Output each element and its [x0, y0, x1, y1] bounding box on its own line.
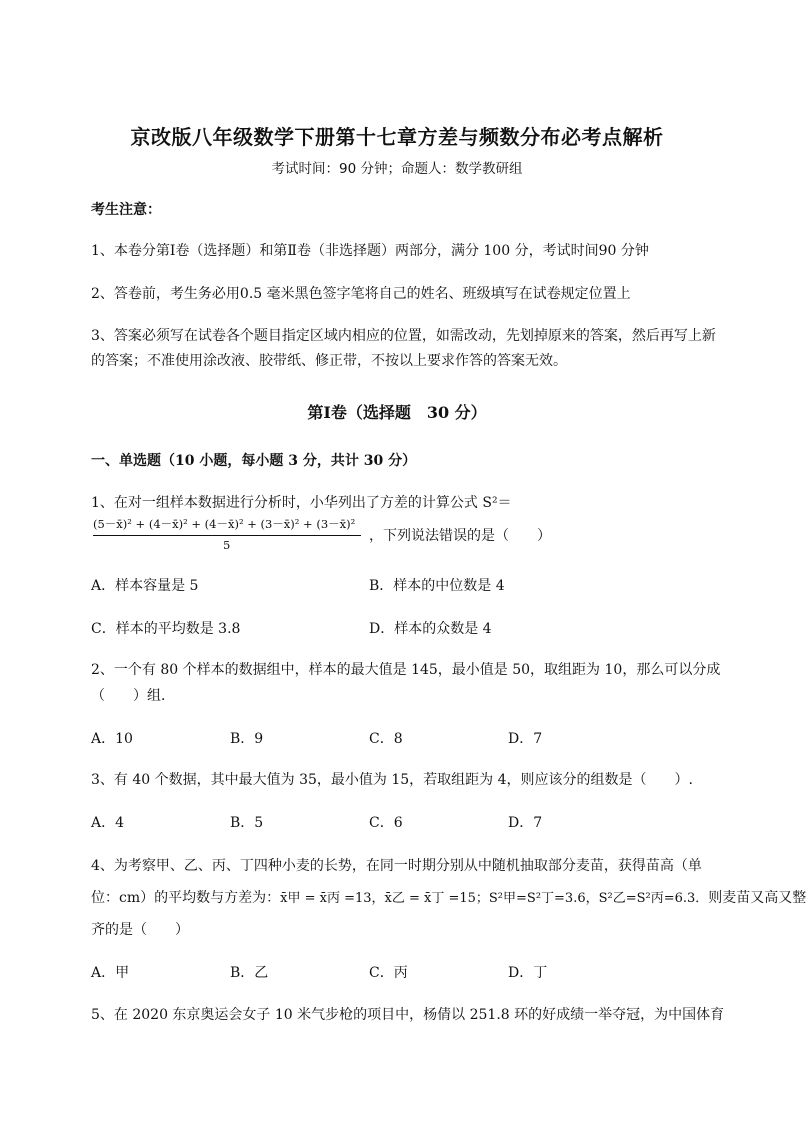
exam-info: 考试时间：90 分钟；命题人：数学教研组 — [271, 161, 523, 177]
q5-stem-line1: 5、在 2020 东京奥运会女子 10 米气步枪的项目中，杨倩以 251.8 环的好成绩一举夺冠，为中国体育 — [91, 1007, 725, 1023]
q3-stem: 3、有 40 个数据，其中最大值为 35，最小值为 15，若取组距为 4，则应该分的组数是（ ）. — [91, 772, 693, 788]
q2-stem-line1: 2、一个有 80 个样本的数据组中，样本的最大值是 145，最小值是 50，取组距为 10，那么可以分成 — [91, 662, 721, 678]
q1-stem-tail: ，下列说法错误的是（ ） — [369, 528, 551, 544]
q1-option-c[interactable]: C．样本的平均数是 3.8 — [91, 621, 241, 637]
q3-option-a[interactable]: A．4 — [91, 815, 125, 831]
q4-stem-line2-prefix: 位：cm）的平均数与方差为： — [91, 890, 281, 906]
notice-item-3-line2: 的答案；不准使用涂改液、胶带纸、修正带，不按以上要求作答的答案无效。 — [91, 353, 567, 369]
q3-option-d[interactable]: D．7 — [508, 815, 543, 831]
q2-option-d[interactable]: D．7 — [508, 731, 543, 747]
q1-variance-formula — [91, 514, 651, 558]
page-title: 京改版八年级数学下册第十七章方差与频数分布必考点解析 — [130, 125, 664, 149]
notice-item-3-line1: 3、答案必须写在试卷各个题目指定区域内相应的位置，如需改动，先划掉原来的答案，然后再写上新 — [91, 328, 716, 344]
notice-item-2: 2、答卷前，考生务必用0.5 毫米黑色签字笔将自己的姓名、班级填写在试卷规定位置上 — [91, 286, 631, 302]
q1-option-b[interactable]: B．样本的中位数是 4 — [369, 578, 505, 594]
q3-option-c[interactable]: C．6 — [369, 815, 403, 831]
q1-stem: 1、在对一组样本数据进行分析时，小华列出了方差的计算公式 S²＝ — [91, 495, 512, 511]
q1-option-a[interactable]: A．样本容量是 5 — [91, 578, 199, 594]
fraction — [91, 514, 363, 556]
q4-means-variances: x̄甲 = x̄丙 =13，x̄乙 = x̄丁 =15；S²甲=S²丁=3.6，S²乙=S²丙=6.3． — [280, 891, 709, 906]
q4-stem-line2 — [91, 888, 806, 909]
q4-stem-line3: 齐的是（ ） — [91, 922, 189, 938]
q2-stem-line2: （ ）组． — [91, 688, 175, 704]
q4-stem-line2-suffix: 则麦苗又高又整 — [708, 890, 806, 906]
q4-option-a[interactable]: A．甲 — [91, 965, 130, 981]
section-title: 第Ⅰ卷（选择题 30 分） — [307, 403, 487, 422]
part-heading: 一、单选题（10 小题，每小题 3 分，共计 30 分） — [91, 453, 417, 469]
q2-option-b[interactable]: B．9 — [230, 731, 264, 747]
q4-option-c[interactable]: C．丙 — [369, 965, 408, 981]
q1-option-d[interactable]: D．样本的众数是 4 — [369, 621, 492, 637]
q4-option-b[interactable]: B．乙 — [230, 965, 269, 981]
q4-option-d[interactable]: D．丁 — [508, 965, 548, 981]
q2-option-c[interactable]: C．8 — [369, 731, 403, 747]
notice-heading: 考生注意： — [91, 202, 161, 218]
fraction-bar — [93, 535, 361, 536]
fraction-denominator: 5 — [223, 538, 231, 552]
q3-option-b[interactable]: B．5 — [230, 815, 264, 831]
fraction-numerator: (5－x̄)² + (4－x̄)² + (4－x̄)² + (3－x̄)² + (3－x̄)² — [93, 517, 356, 531]
q2-option-a[interactable]: A．10 — [91, 731, 133, 747]
notice-item-1: 1、本卷分第Ⅰ卷（选择题）和第Ⅱ卷（非选择题）两部分，满分 100 分，考试时间90 分钟 — [91, 243, 649, 259]
q4-stem-line1: 4、为考察甲、乙、丙、丁四种小麦的长势，在同一时期分别从中随机抽取部分麦苗，获得苗高（单 — [91, 858, 702, 874]
